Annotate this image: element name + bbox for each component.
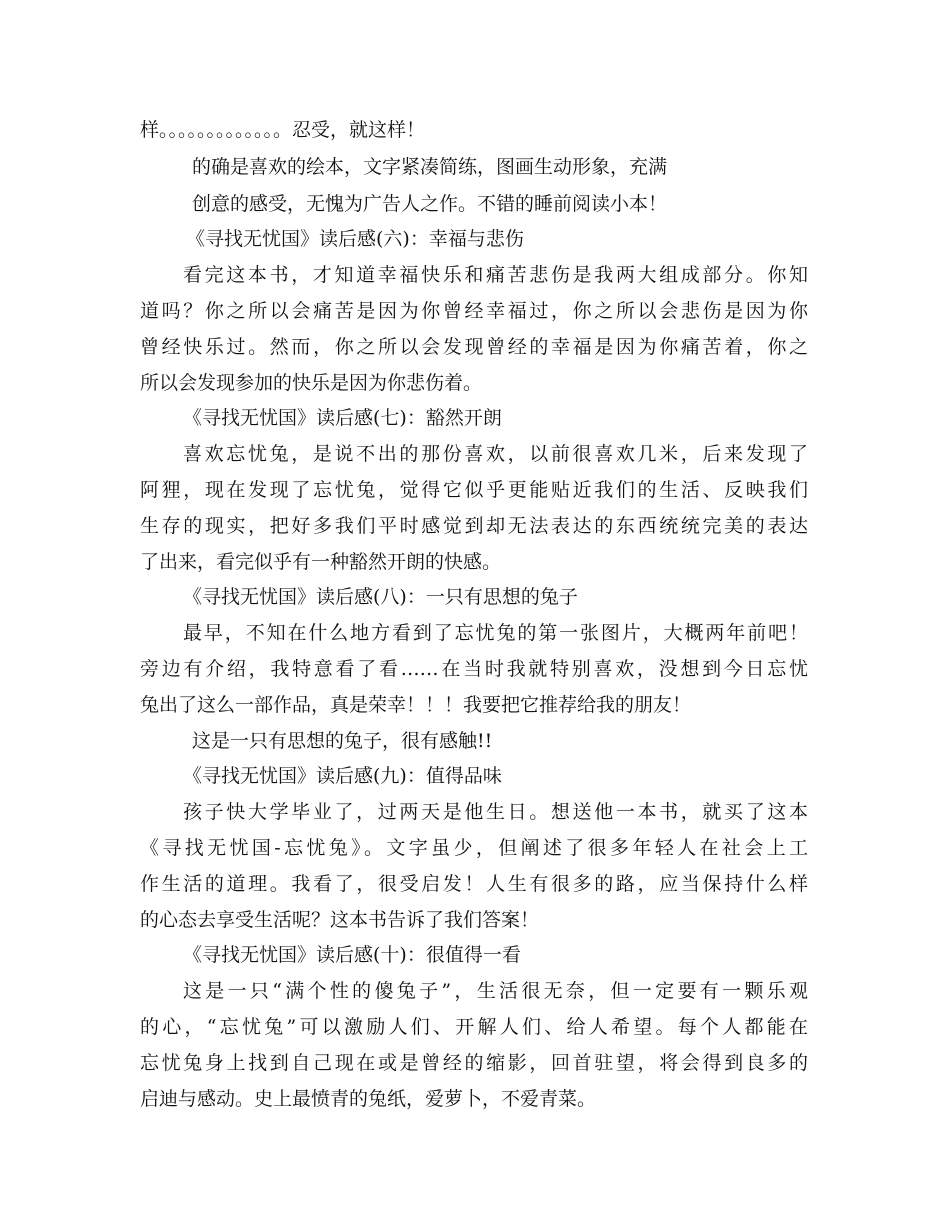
text-line: 的确是喜欢的绘本，文字紧凑简练，图画生动形象，充满 [192,156,668,178]
text-line: 《寻找无忧国-忘忧兔》。文字虽少，但阐述了很多年轻人在社会上工 [140,837,808,859]
text-line: 作生活的道理。我看了，很受启发！人生有很多的路，应当保持什么样 [140,873,808,895]
text-line: 孩子快大学毕业了，过两天是他生日。想送他一本书，就买了这本 [183,801,808,823]
text-line: 启迪与感动。史上最愤青的兔纸，爱萝卜，不爱青菜。 [140,1088,597,1110]
text-line: 所以会发现参加的快乐是因为你悲伤着。 [140,372,483,394]
text-line: 旁边有介绍，我特意看了看……在当时我就特别喜欢，没想到今日忘忧 [140,658,808,680]
text-line: 忘忧兔身上找到自己现在或是曾经的缩影，回首驻望，将会得到良多的 [140,1052,808,1074]
section-heading: 《寻找无忧国》读后感(七)：豁然开朗 [183,407,502,429]
text-line: 阿狸，现在发现了忘忧兔，觉得它似乎更能贴近我们的生活、反映我们 [140,479,808,501]
text-line: 创意的感受，无愧为广告人之作。不错的睡前阅读小本！ [192,193,668,215]
text-line: 这是一只有思想的兔子，很有感触!! [192,730,493,752]
text-line: 的心，“忘忧兔”可以激励人们、开解人们、给人希望。每个人都能在 [140,1016,808,1038]
text-line: 看完这本书，才知道幸福快乐和痛苦悲伤是我两大组成部分。你知 [183,264,808,286]
text-line: 兔出了这么一部作品，真是荣幸！！！我要把它推荐给我的朋友！ [140,694,692,716]
text-line: 的心态去享受生活呢？这本书告诉了我们答案！ [140,909,540,931]
text-line: 了出来，看完似乎有一种豁然开朗的快感。 [140,551,502,573]
section-heading: 《寻找无忧国》读后感(六)：幸福与悲伤 [186,228,524,250]
text-line: 最早，不知在什么地方看到了忘忧兔的第一张图片，大概两年前吧！ [183,622,808,644]
text-line: 生存的现实，把好多我们平时感觉到却无法表达的东西统统完美的表达 [140,515,808,537]
section-heading: 《寻找无忧国》读后感(十)：很值得一看 [183,944,521,966]
text-line: 样。。。。。。。。。。。。。忍受，就这样！ [140,119,426,141]
text-line: 道吗？你之所以会痛苦是因为你曾经幸福过，你之所以会悲伤是因为你 [140,300,808,322]
text-line: 曾经快乐过。然而，你之所以会发现曾经的幸福是因为你痛苦着，你之 [140,336,808,358]
text-line: 喜欢忘忧兔，是说不出的那份喜欢，以前很喜欢几米，后来发现了 [183,443,808,465]
section-heading: 《寻找无忧国》读后感(八)：一只有思想的兔子 [183,586,578,608]
section-heading: 《寻找无忧国》读后感(九)：值得品味 [183,765,502,787]
text-line: 这是一只“满个性的傻兔子”，生活很无奈，但一定要有一颗乐观 [183,980,808,1002]
